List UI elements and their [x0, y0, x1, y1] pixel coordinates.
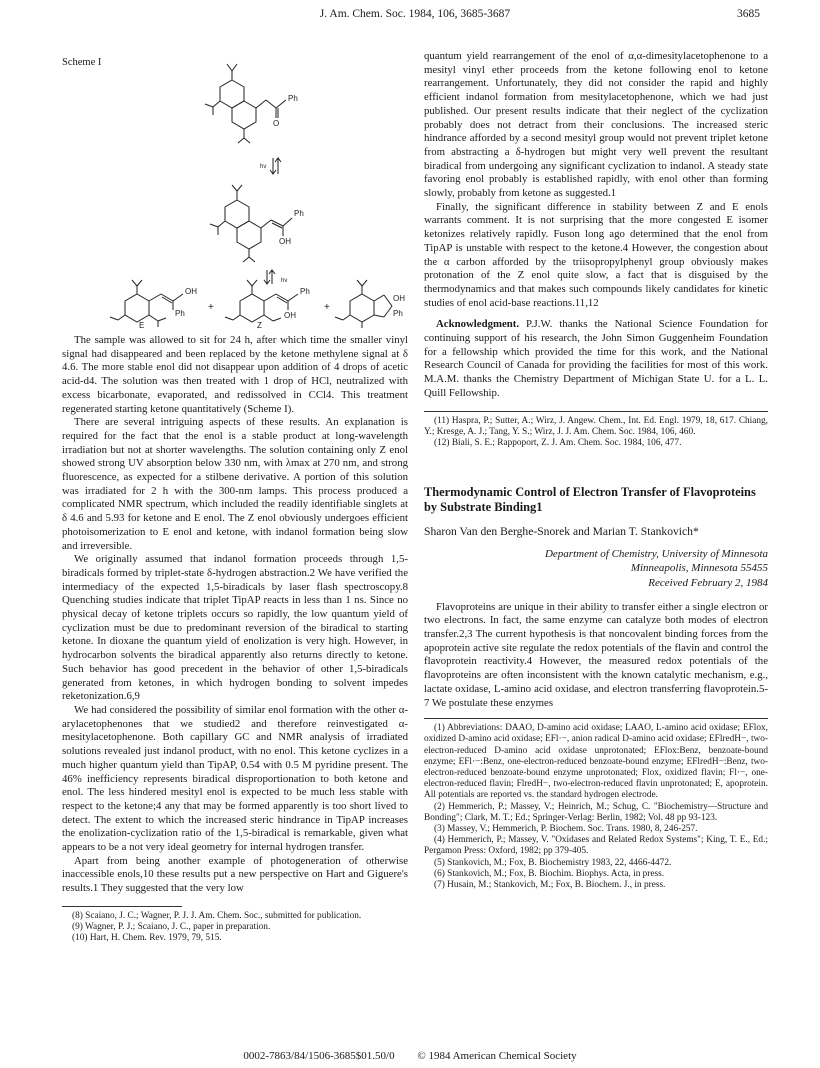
body-paragraph: quantum yield rearrangement of the enol of α,α-dimesitylacetophenone to a mesityl vinyl ether proceeds from the ketone following enol to ketone rearrangement. Unfortunately, they did not consider the rapid and highly efficient indanol formation from mesitylacetophenone, which we had just published. Our present results indicate that their neglect of the cyclization probably does not detract from their conclusions. The increased steric hindrance afforded by a second mesityl group would not prevent triplet ketone from abstracting a δ-hydrogen but might very well prevent the resultant biradical from undergoing any significant cyclization to indanol. A steady state favoring enol probably is established rapidly, with enol other than forming slowly, probably from ketone as suggested.1 — [424, 50, 768, 200]
footnote: (2) Hemmerich, P.; Massey, V.; Heinrich, M.; Schug, C. "Biochemistry—Structure and Bonding"; Clark, M. T.; Ed.; Springer-Verlag: Berlin, 1982; Vol. 48 pp 93-123. — [424, 801, 768, 823]
ph-label-3: Ph — [175, 309, 185, 318]
footnote: (12) Biali, S. E.; Rappoport, Z. J. Am. Chem. Soc. 1984, 106, 477. — [434, 437, 682, 448]
z-enol-structure — [210, 185, 292, 262]
article-authors: Sharon Van den Berghe-Snorek and Marian T. Stankovich* — [424, 525, 699, 539]
label-e: E — [139, 321, 145, 328]
article-paragraph: Flavoproteins are unique in their ability to transfer either a single electron or two electrons. In fact, the same enzyme can catalyze both modes of electron transfer.2,3 The current hypothesis is that noncovalent binding forces from the apoprotein active site regulate the redox potentials of the flavin and control the flavoprotein reactivity.4 However, the measured redox potentials of the flavoproteins are often inconsistent with the known catalytic mechanism, e.g., lactate oxidase, L-amino acid oxidase, and electron transferring flavoprotein.5-7 We postulate these enzymes — [424, 600, 768, 709]
footnote: (1) Abbreviations: DAAO, D-amino acid oxidase; LAAO, L-amino acid oxidase; EFlox, oxidized D-amino acid oxidase; EFl·−, anion radical D-amino acid oxidase; EFlredH−, two-electron-reduced D-amino acid oxidase unprotonated; EFlox:Benz, benzoate-bound enzyme; EFl·−:Benz, one-electron-reduced benzoate-bound enzyme; EFlredH−:Benz, two-electron-reduced benzoate-bound enzyme unprotonated; Flox, oxidized flavin; Fl·−, one-electron-reduced flavin; FlredH−, two-electron-reduced flavin unprotonated; E, apoprotein. All potentials are reported vs. the standard hydrogen electrode. — [424, 723, 768, 801]
received-date: Received February 2, 1984 — [648, 576, 768, 589]
scheme-figure — [62, 50, 408, 328]
footnote: (5) Stankovich, M.; Fox, B. Biochemistry 1983, 22, 4466-4472. — [434, 857, 672, 868]
acknowledgment — [424, 318, 768, 400]
affiliation-line: Department of Chemistry, University of Minnesota — [544, 547, 768, 560]
footnote: (3) Massey, V.; Hemmerich, P. Biochem. Soc. Trans. 1980, 8, 246-257. — [434, 824, 698, 835]
footnotes-right — [424, 416, 768, 450]
oh-label-4: OH — [393, 294, 405, 303]
body-paragraph: Apart from being another example of photogeneration of otherwise inaccessible enols,10 these results put a new perspective on Hart and Giguere's results.1 They suggested that the very low — [62, 854, 408, 895]
page-header — [70, 8, 760, 24]
oh-label-3: OH — [284, 311, 296, 320]
plus-sign-1: + — [208, 302, 214, 313]
footnote: (10) Hart, H. Chem. Rev. 1979, 79, 515. — [72, 933, 222, 944]
body-paragraph: We had considered the possibility of similar enol formation with the other α-arylacetophenones that we studied2 and therefore reinvestigated α-mesitylacetophenone. Both capillary GC and NMR analysis of irradiated solutions revealed just indanol product, with no enol. This ketone cyclizes in a much higher quantum yield than TipAP, 0.54 with 0.5 M pyridine present. The 46% inefficiency represents biradical disproportionation to both ketone and enol. The less hindered mesityl enol is expected to be much less stable with respect to the ketone;4 any that may be formed apparently is too short lived to detect. The extent to which the increased steric hindrance in TipAP increases the enolization-cyclization ratio of the 1,5-biradical is remarkable, given what appears to be a not very ideal geometry for internal hydrogen transfer. — [62, 703, 408, 854]
hv-label-1: hν — [260, 164, 267, 170]
scheme-structures — [62, 50, 408, 328]
page-number: 3685 — [737, 8, 760, 20]
article-title: Thermodynamic Control of Electron Transfer of Flavoproteins by Substrate Binding1 — [424, 485, 756, 515]
body-paragraph: We originally assumed that indanol formation proceeds through 1,5-biradicals formed by triplet-state δ-hydrogen abstraction.2 We have verified the intermediacy of the expected 1,5-biradicals by laser flash spectroscopy.8 Quenching studies indicate that triplet TipAP reacts in less than 1 ns. Since no physical decay of ketone triplets occurs so rapidly, the low quantum yield of cyclization must be due to predominant reversion of the biradical to starting ketone. In dioxane the quantum yield of enolization is very high. However, in hydrocarbon solvents the biradical apparently also returns directly to ketone. Such behavior has good precedent in the behavior of other 1,5-biradicals generated from ketones, in which hydrogen bonding to solvent impedes reketonization.6,9 — [62, 553, 408, 703]
label-z: Z — [257, 321, 262, 328]
article-affiliation — [424, 547, 768, 575]
footnote: (8) Scaiano, J. C.; Wagner, P. J. J. Am. Chem. Soc., submitted for publication. — [72, 910, 362, 921]
acknowledgment-heading: Acknowledgment. — [436, 318, 520, 331]
footnote-divider — [62, 906, 182, 907]
oh-label-2: OH — [185, 287, 197, 296]
footnotes-article — [424, 723, 768, 891]
ketone-structure — [205, 64, 286, 143]
e-enol-structure — [110, 280, 183, 327]
indanol-structure — [335, 280, 392, 328]
footnotes-left — [62, 911, 408, 945]
footnote: (6) Stankovich, M.; Fox, B. Biochim. Biophys. Acta, in press. — [434, 868, 665, 879]
ph-label-5: Ph — [393, 309, 403, 318]
oh-label-1: OH — [279, 237, 291, 246]
ph-label-1: Ph — [288, 94, 298, 103]
o-label: O — [273, 119, 280, 128]
journal-citation: J. Am. Chem. Soc. 1984, 106, 3685-3687 — [319, 8, 511, 20]
footer-code: 0002-7863/84/1506-3685$01.50/0 — [243, 1050, 395, 1062]
hv-label-2: hν — [281, 278, 288, 284]
right-column — [424, 50, 768, 891]
left-column — [62, 50, 408, 944]
footnote: (9) Wagner, P. J.; Scaiano, J. C., paper in preparation. — [72, 922, 271, 933]
ph-label-4: Ph — [300, 287, 310, 296]
scheme-label: Scheme I — [62, 57, 102, 68]
page-footer — [0, 1050, 820, 1062]
body-paragraph: Finally, the significant difference in stability between Z and E enols warrants comment. It is not surprising that the more congested E isomer ketonizes relatively rapidly. Fuson long ago determined that the enol from TipAP is unstable with respect to the ketone.4 However, the congestion about the α carbon afforded by the triisopropylphenyl group obviously makes protonation of the Z enol quite slow, a fact that is disguised by the thermodynamics and that makes such compounds likely candidates for kinetic studies of enol acid-base reactions.11,12 — [424, 200, 768, 309]
footnote: (11) Haspra, P.; Sutter, A.; Wirz, J. Angew. Chem., Int. Ed. Engl. 1979, 18, 617. Chiang, Y.; Kresge, A. J.; Tang, Y. S.; Wirz, J. J. Am. Chem. Soc. 1984, 106, 460. — [424, 415, 768, 437]
footnote: (7) Husain, M.; Stankovich, M.; Fox, B. Biochem. J., in press. — [434, 880, 666, 891]
footnote-divider — [424, 718, 768, 719]
plus-sign-2: + — [324, 302, 330, 313]
body-paragraph: There are several intriguing aspects of these results. An explanation is required for the fact that the enol is a stable product at long-wavelength irradiation but not at shorter wavelengths. The solution containing only Z enol showed strong UV absorption below 330 nm, with λmax at 270 nm, and strong fluorescence, as expected for a stilbene derivative. A portion of this solution was irradiated for 2 h with the 300-nm lamps. This process produced a complicated NMR spectrum, which included the readily identifiable singlets at δ 4.6 and 5.93 for ketone and E enol. The Z enol obviously undergoes efficient photoisomerization to E enol and ketone, with indanol formation being slow and irreversible. — [62, 416, 408, 552]
acknowledgment-text: P.J.W. thanks the National Science Foundation for continuing support of his research, the John Simon Guggenheim Foundation for a fellowship which provided the time for this work, and the National Research Council of Canada for providing the facilities for most of this work. M.A.M. thanks the Chemistry Department of Michigan State U. for a L. L. Quill Fellowship. — [424, 318, 769, 399]
footnote-divider — [424, 411, 768, 412]
ph-label-2: Ph — [294, 209, 304, 218]
footnote: (4) Hemmerich, P.; Massey, V. "Oxidases and Related Redox Systems"; King, T. E., Ed.; Pergamon Press: Oxford, 1982; pp 379-405. — [424, 835, 768, 857]
body-paragraph: The sample was allowed to sit for 24 h, after which time the smaller vinyl signal had disappeared and been replaced by the ketone methylene signal at δ 4.6. The more stable enol did not disappear upon addition of 4 drops of acetic acid-d4. The solution was then treated with 1 drop of HCl, neutralized with excess bicarbonate, evaporated, and redissolved in CCl4. This treatment regenerated starting ketone quantitatively (Scheme I). — [62, 334, 408, 415]
footer-copyright: © 1984 American Chemical Society — [417, 1050, 577, 1062]
affiliation-line: Minneapolis, Minnesota 55455 — [630, 561, 768, 574]
